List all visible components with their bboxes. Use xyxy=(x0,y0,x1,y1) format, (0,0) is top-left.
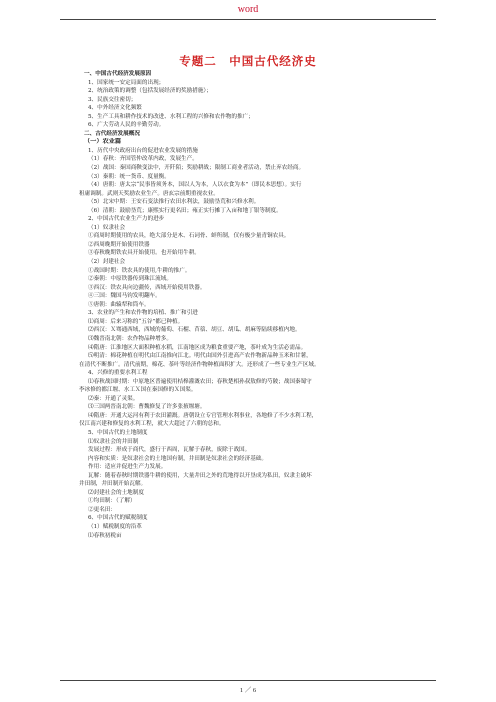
text-line: ③西汉：铁农具向边疆传，西域开始使用铁器。 xyxy=(88,284,206,291)
document-body xyxy=(79,70,419,540)
text-line: ⑸明清：棉花种植在明代由江南推向江北。明代由国外引进高产农作物新品种玉米和甘薯， xyxy=(88,353,312,360)
text-line: （3）秦朝：统一货币、度量衡。 xyxy=(88,173,170,180)
text-line: ①战国时期：铁农具的使用,牛耕的推广。 xyxy=(88,267,191,274)
text-line: ⑴奴隶社会的井田制 xyxy=(88,438,139,445)
text-line: ⑴春秋初税亩 xyxy=(88,532,122,539)
text-line: 井田制，井田制开始瓦解。 xyxy=(79,481,147,488)
text-line: 瓦解：随着春秋时期铁器牛耕的使用，大量井田之外的荒地得以开垦成为私田，奴隶主破坏 xyxy=(88,472,312,479)
text-line: 1、国家统一安定局面的出现； xyxy=(88,79,165,86)
text-line: ⑴春秋战国时期：中原地区普遍使用桔槔灌溉农田；春秋楚相孙叔敖修的芍陂；战国秦蜀守 xyxy=(88,378,312,385)
text-line: ⑴商周：后来习称的“五谷”都已种植。 xyxy=(88,318,184,325)
text-line: （5）北宋中期：王安石变法推行农田水利法，鼓励垦荒和兴修水利。 xyxy=(88,199,260,206)
text-line: （1）赋税制度的沿革 xyxy=(88,523,142,530)
text-line: ⑤唐朝：曲辕犁和筒车。 xyxy=(88,301,150,308)
text-line: 4、中外经济文化频繁 xyxy=(88,105,142,112)
page-number: 1 ／ 6 xyxy=(239,687,257,694)
text-line: 李冰修的都江堰、水工Ｘ国在秦国修的Ｘ国渠。 xyxy=(79,387,197,394)
text-line: 5、生产工具和耕作技术的改进、水利工程的兴修和农作物的推广； xyxy=(88,113,254,120)
text-line: 6、广大劳动人民的辛勤劳动。 xyxy=(88,122,165,129)
text-line: 3、农业的产生和农作物的培植、推广和引进 xyxy=(88,310,198,317)
header-label: word xyxy=(237,4,259,15)
text-line: 租庸调制。武则天奖励农业生产。唐玄宗前期重视农业。 xyxy=(79,190,219,197)
text-line: 作用：适应并促进生产力发展。 xyxy=(88,464,167,471)
text-line: ②西周晚期开始使用铁器 xyxy=(88,241,150,248)
text-line: （一）农业篇 xyxy=(84,138,122,146)
footer-divider xyxy=(60,680,436,681)
text-line: ③春秋晚期铁农具开始使用。也开始用牛耕。 xyxy=(88,250,200,257)
text-line: （4）唐朝：唐太宗“民事皆须务本，国以人为本，人以衣食为本”（即民本思想）。实行 xyxy=(88,182,302,189)
text-line: ⑵秦：开通了灵渠。 xyxy=(88,395,139,402)
text-line: ⑷隋唐：江淮地区大面积种植水稻，江南地区成为粮食重要产地，茶叶成为生活必需品。 xyxy=(88,344,307,351)
page-title: 专题二 中国古代经济史 xyxy=(179,54,317,68)
text-line: ⑵西汉：Ｘ骞通西域，西域的葡萄、石榴、苜蓿、胡豆、胡瓜、胡麻等陆续移植内地。 xyxy=(88,327,301,334)
text-line: 5、中国古代的土地制度 xyxy=(88,429,148,436)
text-line: 一、中国古代经济发展原因 xyxy=(84,71,152,77)
text-line: ⑶三国两晋南北朝：曹魏修复了许多张掖堰塘。 xyxy=(88,404,206,411)
text-line: 在清代不断推广。清代前期，棉花、茶叶等经济作物种植面积扩大。还形成了一些专业生产区域。 xyxy=(79,361,320,368)
text-line: （1）奴隶社会 xyxy=(88,224,126,231)
text-line: ④三国：魏国马钧发明翻车。 xyxy=(88,293,161,300)
text-line: 3、民族交往密切； xyxy=(88,96,137,103)
text-line: 内容和实质：是奴隶社会的土地国有制，井田制是奴隶社会的经济基础。 xyxy=(88,455,268,462)
text-line: ①均田制：（了解） xyxy=(88,498,136,505)
text-line: 6、中国古代的赋税制度 xyxy=(88,515,148,522)
text-line: 2、中国古代农业生产力的进步 xyxy=(88,216,165,223)
text-line: （1）春秋：齐国管仲改革内政，发展生产。 xyxy=(88,156,198,163)
text-line: ①商周时期使用的农具，绝大部分是木、石词骨、蚌所制，仅有极少量青铜农具。 xyxy=(88,233,290,240)
text-line: 1、历代中央政府出台的促进农业发展的措施 xyxy=(88,147,198,154)
text-line: 发展过程：形成于商代，盛行于西周，瓦解于春秋，废除于战国。 xyxy=(88,447,251,454)
text-line: （2）封建社会 xyxy=(88,259,126,266)
text-line: 2、统治政策的调整（包括发展经济的奖励措施）； xyxy=(88,88,212,95)
header-divider xyxy=(60,19,436,20)
text-line: ⑵封建社会的土地制度 xyxy=(88,489,144,496)
text-line: 4、兴修的重要水利工程 xyxy=(88,370,148,377)
text-line: ②秦朝：中原铁器传到珠江流域。 xyxy=(88,276,172,283)
text-line: （2）战国：秦国商鞅变法中，开阡陌；奖励耕战；限制工商业者活动，禁止弃农经商。 xyxy=(88,165,305,172)
text-line: 二、古代经济发展概况 xyxy=(84,130,140,137)
text-line: 仅江南兴建和修复的水利工程，就大大超过了六朝的总和。 xyxy=(79,421,225,428)
text-line: ⑷隋唐：开通大运河有利于农田灌溉。唐朝设立专官管理水利事业，各地修了不少水利工程， xyxy=(88,412,318,419)
text-line: ②更名田： xyxy=(88,506,116,513)
text-line: ⑶魏晋南北朝：农作物品种增多。 xyxy=(88,335,172,342)
text-line: （6）清朝：鼓励垦荒；康熙实行更名田；雍正实行摊丁入亩和地丁银等制度。 xyxy=(88,207,282,214)
